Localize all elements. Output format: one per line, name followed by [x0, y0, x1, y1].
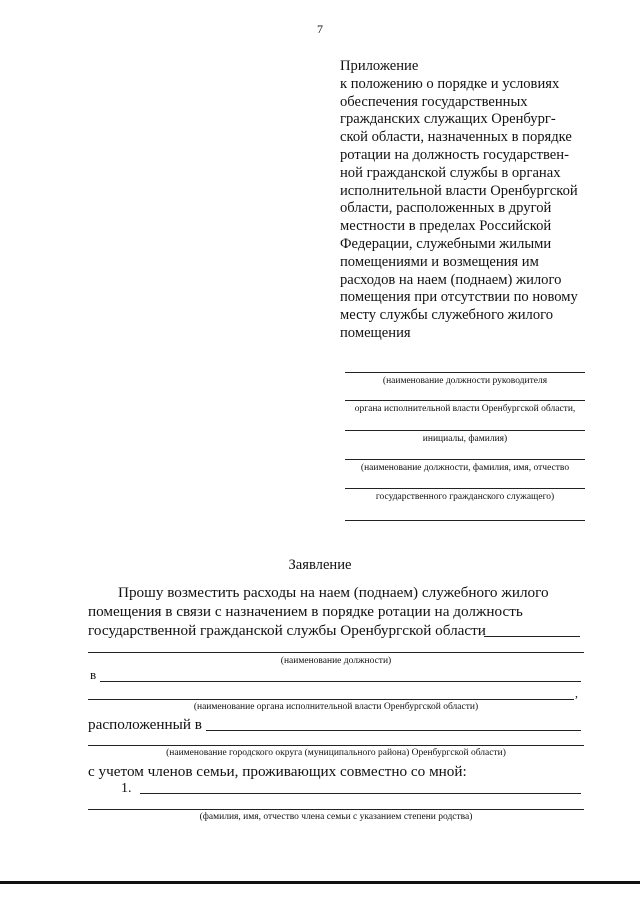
blank-line-organ-2[interactable]	[88, 699, 574, 700]
appendix-line: месту службы служебного жилого	[340, 307, 554, 324]
appendix-line: местности в пределах Российской	[340, 218, 552, 235]
appendix-line: ротации на должность государствен-	[340, 146, 569, 163]
blank-line-family-1[interactable]	[140, 793, 581, 794]
page-bottom-rule	[0, 881, 640, 884]
located-label: расположенный в	[88, 716, 202, 733]
appendix-line: к положению о порядке и условиях	[340, 75, 560, 92]
family-item-number: 1.	[121, 781, 132, 796]
appendix-line: гражданских служащих Оренбург-	[340, 111, 556, 128]
blank-line-employee-status[interactable]	[345, 488, 585, 489]
appendix-header	[340, 58, 610, 343]
blank-line-employee-name[interactable]	[345, 459, 585, 460]
caption-position: (наименование должности)	[280, 656, 392, 666]
appendix-line: области, расположенных в другой	[340, 200, 552, 217]
blank-line-head-initials[interactable]	[345, 430, 585, 431]
caption-district: (наименование городского округа (муниципального района) Оренбургской области)	[166, 748, 506, 758]
blank-line-district-1[interactable]	[206, 730, 581, 731]
blank-line-organ-1[interactable]	[100, 681, 581, 682]
statement-paragraph-line: помещения в связи с назначением в порядке ротации на должность	[88, 603, 523, 620]
appendix-line: обеспечения государственных	[340, 93, 528, 110]
caption-employee-status: государственного гражданского служащего)	[375, 492, 555, 502]
appendix-line: исполнительной власти Оренбургской	[340, 182, 578, 199]
blank-line-head-position[interactable]	[345, 372, 585, 373]
appendix-line: помещениями и возмещения им	[340, 253, 539, 270]
caption-head-position: (наименование должности руководителя	[382, 376, 548, 386]
caption-employee-name: (наименование должности, фамилия, имя, отчество	[360, 463, 570, 473]
prefix-in: в	[90, 667, 97, 682]
caption-head-initials: инициалы, фамилия)	[422, 434, 508, 444]
appendix-line: ной гражданской службы в органах	[340, 164, 561, 181]
blank-line-employee-extra[interactable]	[345, 520, 585, 521]
blank-line-position-start[interactable]	[484, 636, 580, 637]
appendix-line: помещения	[340, 324, 411, 341]
statement-paragraph-line: Прошу возместить расходы на наем (поднаем) служебного жилого	[118, 584, 549, 601]
caption-organ: (наименование органа исполнительной власти Оренбургской области)	[193, 702, 479, 712]
appendix-line: помещения при отсутствии по новому	[340, 289, 578, 306]
page-number: 7	[317, 22, 323, 36]
blank-line-family-2[interactable]	[88, 809, 584, 810]
blank-line-head-organ[interactable]	[345, 400, 585, 401]
appendix-line: Федерации, служебными жилыми	[340, 235, 552, 252]
comma-mark: ,	[575, 686, 578, 700]
blank-line-position[interactable]	[88, 652, 584, 653]
blank-line-district-2[interactable]	[88, 745, 584, 746]
caption-family: (фамилия, имя, отчество члена семьи с указанием степени родства)	[199, 812, 473, 822]
appendix-line: ской области, назначенных в порядке	[340, 129, 572, 146]
appendix-line: Приложение	[340, 58, 419, 74]
appendix-line: расходов на наем (поднаем) жилого	[340, 271, 562, 288]
caption-head-organ: органа исполнительной власти Оренбургской области,	[354, 404, 576, 414]
family-intro: с учетом членов семьи, проживающих совместно со мной:	[88, 763, 467, 780]
statement-title: Заявление	[288, 557, 352, 573]
statement-paragraph-line: государственной гражданской службы Оренбургской области	[88, 622, 486, 639]
